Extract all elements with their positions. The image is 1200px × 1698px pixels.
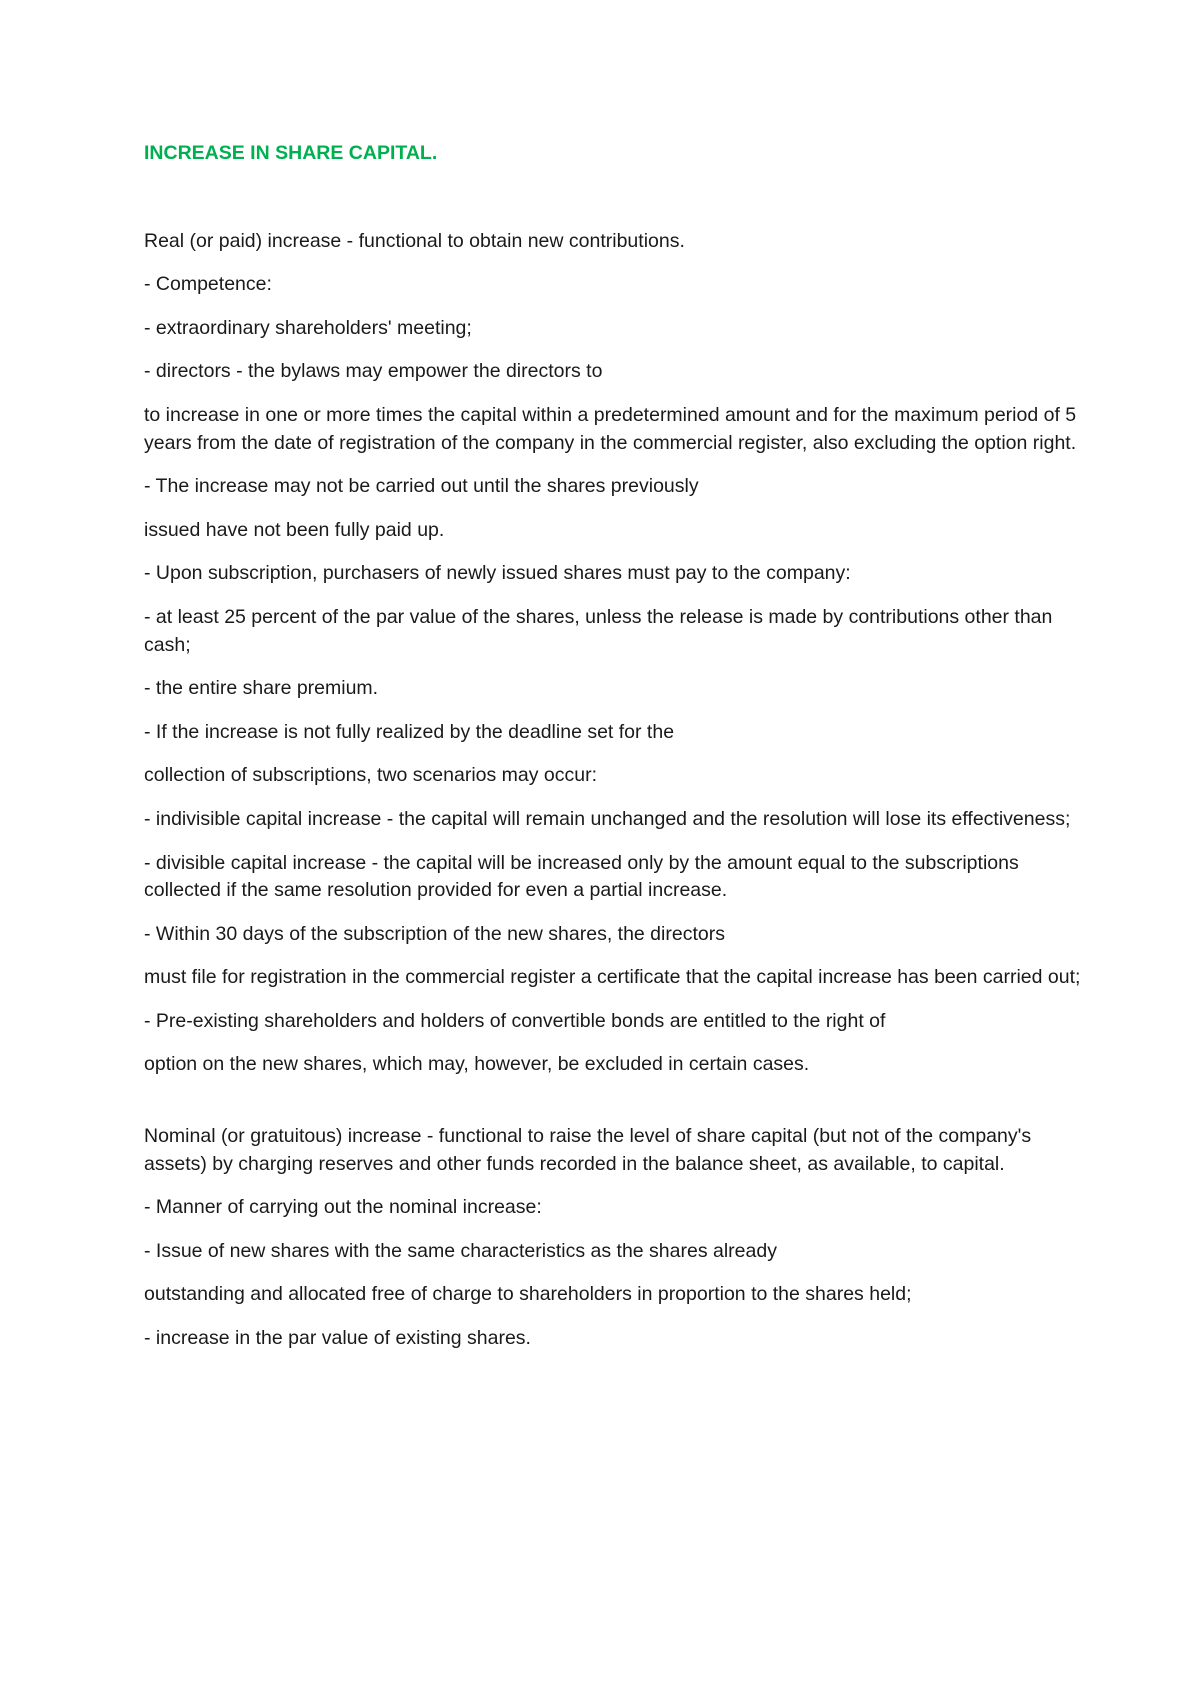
paragraph: - extraordinary shareholders' meeting; [144,316,472,339]
section-real-increase [144,228,1084,1079]
paragraph: - at least 25 percent of the par value of the shares, unless the release is made by contributions other than cash; [144,605,1053,656]
paragraph: - Competence: [144,273,272,296]
paragraph: option on the new shares, which may, however, be excluded in certain cases. [144,1053,810,1076]
section-spacer [144,1095,1084,1123]
paragraph: - Manner of carrying out the nominal increase: [144,1196,542,1219]
paragraph: issued have not been fully paid up. [144,518,445,541]
paragraph: - The increase may not be carried out until the shares previously [144,475,699,498]
paragraph: - Issue of new shares with the same characteristics as the shares already [144,1239,777,1262]
paragraph: Nominal (or gratuitous) increase - functional to raise the level of share capital (but not of the company's assets) by charging reserves and other funds recorded in the balance sheet, as available, to capital. [144,1125,1032,1175]
paragraph: collection of subscriptions, two scenarios may occur: [144,764,598,787]
section-nominal-increase [144,1123,1084,1353]
paragraph: to increase in one or more times the capital within a predetermined amount and for the maximum period of 5 years from the date of registration of the company in the commercial register, also excluding the option right. [144,403,1077,454]
document-title: INCREASE IN SHARE CAPITAL. [144,142,438,164]
paragraph: - Within 30 days of the subscription of the new shares, the directors [144,922,725,945]
paragraph: - directors - the bylaws may empower the directors to [144,360,603,383]
paragraph: - Pre-existing shareholders and holders of convertible bonds are entitled to the right of [144,1009,886,1032]
paragraph: - the entire share premium. [144,677,379,700]
document-body [144,140,1084,1369]
paragraph: - Upon subscription, purchasers of newly issued shares must pay to the company: [144,562,851,585]
paragraph: - indivisible capital increase - the capital will remain unchanged and the resolution will lose its effectiveness; [144,807,1071,830]
paragraph: - increase in the par value of existing shares. [144,1327,531,1350]
paragraph: must file for registration in the commercial register a certificate that the capital increase has been carried out; [144,966,1081,989]
paragraph: - If the increase is not fully realized by the deadline set for the [144,720,675,743]
paragraph: Real (or paid) increase - functional to obtain new contributions. [144,229,685,252]
paragraph: outstanding and allocated free of charge to shareholders in proportion to the shares held; [144,1283,912,1306]
paragraph: - divisible capital increase - the capital will be increased only by the amount equal to the subscriptions collected if the same resolution provided for even a partial increase. [144,851,1019,902]
